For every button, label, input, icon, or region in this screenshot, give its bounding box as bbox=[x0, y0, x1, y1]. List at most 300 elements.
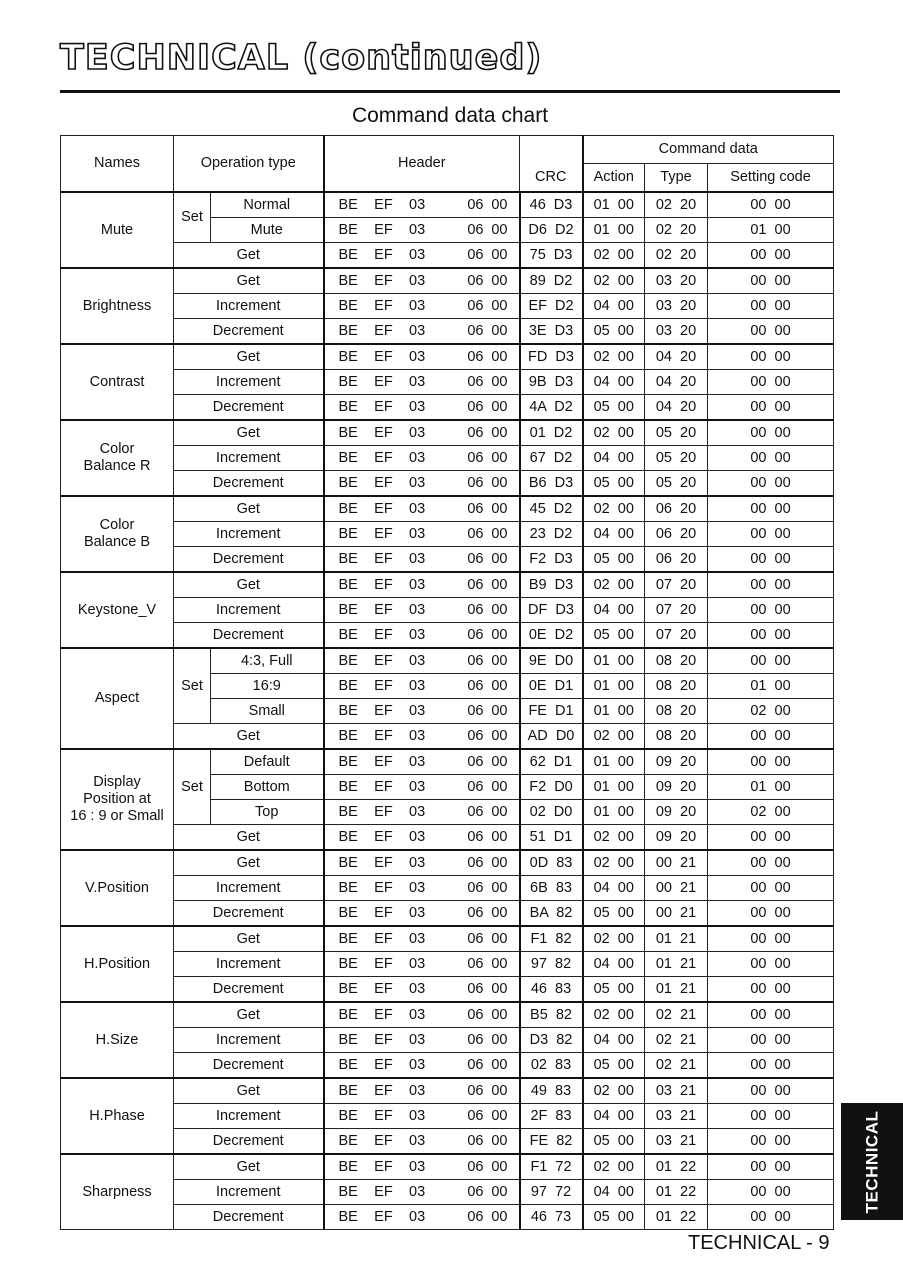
header-byte-2: EF bbox=[374, 879, 393, 896]
header-byte-2: EF bbox=[374, 727, 393, 744]
header-byte-3: 03 bbox=[409, 727, 426, 744]
operation-cell: Decrement bbox=[174, 319, 324, 345]
header-byte-4: 06 bbox=[467, 221, 484, 238]
action-cell: 02 00 bbox=[583, 572, 645, 598]
header-byte-5: 00 bbox=[491, 221, 508, 238]
col-header-crc: CRC bbox=[520, 164, 583, 193]
header-byte-2: EF bbox=[374, 322, 393, 339]
col-header-crc-spacer bbox=[520, 136, 583, 164]
header-byte-5: 00 bbox=[491, 677, 508, 694]
action-cell: 01 00 bbox=[583, 192, 645, 218]
table-row bbox=[61, 395, 834, 421]
header-byte-1: BE bbox=[338, 955, 358, 972]
header-byte-5: 00 bbox=[491, 652, 508, 669]
header-byte-5: 00 bbox=[491, 550, 508, 567]
header-byte-1: BE bbox=[338, 626, 358, 643]
header-byte-3: 03 bbox=[409, 196, 426, 213]
action-cell: 04 00 bbox=[583, 446, 645, 471]
set-label: Set bbox=[174, 749, 211, 825]
header-byte-2: EF bbox=[374, 1183, 393, 1200]
col-header-names: Names bbox=[61, 136, 174, 193]
header-byte-4: 06 bbox=[467, 348, 484, 365]
setting-code-cell: 00 00 bbox=[708, 243, 834, 269]
header-cell bbox=[324, 699, 520, 724]
header-byte-1: BE bbox=[338, 449, 358, 466]
action-cell: 05 00 bbox=[583, 1129, 645, 1155]
header-byte-4: 06 bbox=[467, 576, 484, 593]
operation-cell: Decrement bbox=[174, 977, 324, 1003]
col-header-setting-code: Setting code bbox=[708, 164, 834, 193]
header-byte-3: 03 bbox=[409, 348, 426, 365]
operation-cell: 16:9 bbox=[211, 674, 324, 699]
header-byte-2: EF bbox=[374, 955, 393, 972]
crc-cell: 67 D2 bbox=[520, 446, 583, 471]
type-cell: 04 20 bbox=[645, 370, 708, 395]
action-cell: 04 00 bbox=[583, 370, 645, 395]
setting-code-cell: 02 00 bbox=[708, 699, 834, 724]
operation-cell: Top bbox=[211, 800, 324, 825]
type-cell: 09 20 bbox=[645, 749, 708, 775]
type-cell: 03 20 bbox=[645, 319, 708, 345]
header-byte-5: 00 bbox=[491, 1107, 508, 1124]
setting-code-cell: 00 00 bbox=[708, 850, 834, 876]
header-byte-1: BE bbox=[338, 1132, 358, 1149]
header-byte-1: BE bbox=[338, 854, 358, 871]
action-cell: 02 00 bbox=[583, 420, 645, 446]
header-cell bbox=[324, 598, 520, 623]
header-cell bbox=[324, 547, 520, 573]
header-byte-4: 06 bbox=[467, 980, 484, 997]
header-byte-5: 00 bbox=[491, 576, 508, 593]
table-row bbox=[61, 749, 834, 775]
header-byte-5: 00 bbox=[491, 348, 508, 365]
type-cell: 07 20 bbox=[645, 572, 708, 598]
row-name: H.Size bbox=[61, 1002, 174, 1078]
table-row bbox=[61, 1205, 834, 1230]
crc-cell: 97 72 bbox=[520, 1180, 583, 1205]
setting-code-cell: 00 00 bbox=[708, 1180, 834, 1205]
type-cell: 07 20 bbox=[645, 598, 708, 623]
side-tab-label: TECHNICAL bbox=[862, 1110, 881, 1213]
header-byte-2: EF bbox=[374, 272, 393, 289]
header-byte-2: EF bbox=[374, 550, 393, 567]
crc-cell: FE 82 bbox=[520, 1129, 583, 1155]
header-byte-5: 00 bbox=[491, 1056, 508, 1073]
table-row bbox=[61, 268, 834, 294]
action-cell: 02 00 bbox=[583, 850, 645, 876]
action-cell: 01 00 bbox=[583, 699, 645, 724]
table-row bbox=[61, 1180, 834, 1205]
header-byte-4: 06 bbox=[467, 652, 484, 669]
action-cell: 02 00 bbox=[583, 243, 645, 269]
header-byte-4: 06 bbox=[467, 1132, 484, 1149]
header-byte-5: 00 bbox=[491, 702, 508, 719]
header-byte-1: BE bbox=[338, 879, 358, 896]
type-cell: 02 20 bbox=[645, 192, 708, 218]
operation-cell: Get bbox=[174, 1002, 324, 1028]
header-byte-4: 06 bbox=[467, 702, 484, 719]
operation-cell: Increment bbox=[174, 1028, 324, 1053]
header-byte-5: 00 bbox=[491, 272, 508, 289]
action-cell: 05 00 bbox=[583, 395, 645, 421]
operation-cell: Decrement bbox=[174, 901, 324, 927]
operation-cell: Increment bbox=[174, 446, 324, 471]
header-byte-1: BE bbox=[338, 398, 358, 415]
header-byte-4: 06 bbox=[467, 727, 484, 744]
operation-cell: Increment bbox=[174, 522, 324, 547]
header-byte-1: BE bbox=[338, 348, 358, 365]
header-byte-3: 03 bbox=[409, 297, 426, 314]
type-cell: 04 20 bbox=[645, 344, 708, 370]
header-byte-1: BE bbox=[338, 525, 358, 542]
header-byte-4: 06 bbox=[467, 1107, 484, 1124]
header-byte-2: EF bbox=[374, 1056, 393, 1073]
setting-code-cell: 00 00 bbox=[708, 192, 834, 218]
header-byte-4: 06 bbox=[467, 297, 484, 314]
row-name: V.Position bbox=[61, 850, 174, 926]
header-byte-5: 00 bbox=[491, 980, 508, 997]
header-cell bbox=[324, 268, 520, 294]
operation-cell: Increment bbox=[174, 952, 324, 977]
type-cell: 01 21 bbox=[645, 926, 708, 952]
header-byte-5: 00 bbox=[491, 1132, 508, 1149]
header-byte-2: EF bbox=[374, 1208, 393, 1225]
header-byte-1: BE bbox=[338, 500, 358, 517]
operation-cell: Increment bbox=[174, 1104, 324, 1129]
row-name: Mute bbox=[61, 192, 174, 268]
header-byte-5: 00 bbox=[491, 753, 508, 770]
header-byte-3: 03 bbox=[409, 753, 426, 770]
header-cell bbox=[324, 370, 520, 395]
header-byte-3: 03 bbox=[409, 980, 426, 997]
header-byte-2: EF bbox=[374, 753, 393, 770]
type-cell: 09 20 bbox=[645, 825, 708, 851]
type-cell: 08 20 bbox=[645, 699, 708, 724]
header-byte-2: EF bbox=[374, 803, 393, 820]
crc-cell: 75 D3 bbox=[520, 243, 583, 269]
crc-cell: 97 82 bbox=[520, 952, 583, 977]
table-row bbox=[61, 1002, 834, 1028]
header-byte-2: EF bbox=[374, 196, 393, 213]
header-byte-2: EF bbox=[374, 601, 393, 618]
action-cell: 05 00 bbox=[583, 319, 645, 345]
table-row bbox=[61, 522, 834, 547]
table-row bbox=[61, 319, 834, 345]
setting-code-cell: 00 00 bbox=[708, 876, 834, 901]
row-name: Keystone_V bbox=[61, 572, 174, 648]
setting-code-cell: 00 00 bbox=[708, 370, 834, 395]
header-byte-5: 00 bbox=[491, 297, 508, 314]
header-cell bbox=[324, 192, 520, 218]
header-byte-1: BE bbox=[338, 221, 358, 238]
header-byte-5: 00 bbox=[491, 246, 508, 263]
table-row bbox=[61, 547, 834, 573]
header-byte-5: 00 bbox=[491, 601, 508, 618]
crc-cell: F1 82 bbox=[520, 926, 583, 952]
header-byte-2: EF bbox=[374, 525, 393, 542]
type-cell: 03 20 bbox=[645, 268, 708, 294]
row-name: Color Balance B bbox=[61, 496, 174, 572]
header-byte-2: EF bbox=[374, 778, 393, 795]
header-byte-5: 00 bbox=[491, 803, 508, 820]
setting-code-cell: 00 00 bbox=[708, 268, 834, 294]
setting-code-cell: 00 00 bbox=[708, 446, 834, 471]
table-row bbox=[61, 446, 834, 471]
type-cell: 01 21 bbox=[645, 977, 708, 1003]
header-byte-1: BE bbox=[338, 652, 358, 669]
header-byte-5: 00 bbox=[491, 626, 508, 643]
operation-cell: Small bbox=[211, 699, 324, 724]
type-cell: 03 21 bbox=[645, 1078, 708, 1104]
type-cell: 08 20 bbox=[645, 648, 708, 674]
row-name: Display Position at 16 : 9 or Small bbox=[61, 749, 174, 850]
header-byte-2: EF bbox=[374, 449, 393, 466]
setting-code-cell: 00 00 bbox=[708, 1129, 834, 1155]
setting-code-cell: 00 00 bbox=[708, 1154, 834, 1180]
operation-cell: Increment bbox=[174, 598, 324, 623]
setting-code-cell: 00 00 bbox=[708, 977, 834, 1003]
setting-code-cell: 00 00 bbox=[708, 749, 834, 775]
header-byte-1: BE bbox=[338, 601, 358, 618]
header-byte-1: BE bbox=[338, 727, 358, 744]
header-byte-2: EF bbox=[374, 702, 393, 719]
header-byte-2: EF bbox=[374, 1082, 393, 1099]
header-cell bbox=[324, 446, 520, 471]
header-byte-5: 00 bbox=[491, 1082, 508, 1099]
crc-cell: AD D0 bbox=[520, 724, 583, 750]
header-byte-4: 06 bbox=[467, 373, 484, 390]
header-cell bbox=[324, 1154, 520, 1180]
crc-cell: F2 D3 bbox=[520, 547, 583, 573]
header-byte-4: 06 bbox=[467, 398, 484, 415]
header-byte-1: BE bbox=[338, 677, 358, 694]
crc-cell: 0D 83 bbox=[520, 850, 583, 876]
crc-cell: 02 D0 bbox=[520, 800, 583, 825]
type-cell: 05 20 bbox=[645, 446, 708, 471]
type-cell: 06 20 bbox=[645, 496, 708, 522]
header-byte-3: 03 bbox=[409, 955, 426, 972]
table-row bbox=[61, 572, 834, 598]
type-cell: 03 20 bbox=[645, 294, 708, 319]
row-name: Brightness bbox=[61, 268, 174, 344]
header-byte-3: 03 bbox=[409, 322, 426, 339]
type-cell: 01 22 bbox=[645, 1180, 708, 1205]
header-byte-4: 06 bbox=[467, 930, 484, 947]
crc-cell: 02 83 bbox=[520, 1053, 583, 1079]
setting-code-cell: 00 00 bbox=[708, 547, 834, 573]
operation-cell: Decrement bbox=[174, 1053, 324, 1079]
action-cell: 02 00 bbox=[583, 825, 645, 851]
header-byte-3: 03 bbox=[409, 525, 426, 542]
type-cell: 09 20 bbox=[645, 775, 708, 800]
header-byte-1: BE bbox=[338, 1006, 358, 1023]
header-byte-5: 00 bbox=[491, 500, 508, 517]
setting-code-cell: 00 00 bbox=[708, 471, 834, 497]
table-row bbox=[61, 724, 834, 750]
header-byte-1: BE bbox=[338, 753, 358, 770]
setting-code-cell: 00 00 bbox=[708, 420, 834, 446]
setting-code-cell: 01 00 bbox=[708, 218, 834, 243]
action-cell: 01 00 bbox=[583, 749, 645, 775]
crc-cell: EF D2 bbox=[520, 294, 583, 319]
table-row bbox=[61, 623, 834, 649]
header-byte-2: EF bbox=[374, 904, 393, 921]
header-byte-1: BE bbox=[338, 576, 358, 593]
setting-code-cell: 00 00 bbox=[708, 319, 834, 345]
command-data-table bbox=[60, 135, 834, 1230]
setting-code-cell: 00 00 bbox=[708, 724, 834, 750]
table-row bbox=[61, 926, 834, 952]
table-row bbox=[61, 1078, 834, 1104]
action-cell: 01 00 bbox=[583, 218, 645, 243]
operation-cell: Decrement bbox=[174, 471, 324, 497]
header-byte-2: EF bbox=[374, 930, 393, 947]
header-cell bbox=[324, 674, 520, 699]
header-byte-4: 06 bbox=[467, 677, 484, 694]
col-header-header: Header bbox=[324, 136, 520, 193]
header-byte-4: 06 bbox=[467, 1031, 484, 1048]
header-byte-2: EF bbox=[374, 677, 393, 694]
crc-cell: 9B D3 bbox=[520, 370, 583, 395]
header-byte-5: 00 bbox=[491, 1158, 508, 1175]
setting-code-cell: 00 00 bbox=[708, 926, 834, 952]
header-cell bbox=[324, 977, 520, 1003]
crc-cell: FE D1 bbox=[520, 699, 583, 724]
crc-cell: 9E D0 bbox=[520, 648, 583, 674]
operation-cell: Increment bbox=[174, 876, 324, 901]
header-byte-4: 06 bbox=[467, 626, 484, 643]
table-row bbox=[61, 977, 834, 1003]
header-byte-3: 03 bbox=[409, 854, 426, 871]
header-byte-3: 03 bbox=[409, 500, 426, 517]
type-cell: 03 21 bbox=[645, 1129, 708, 1155]
action-cell: 01 00 bbox=[583, 775, 645, 800]
header-byte-5: 00 bbox=[491, 1006, 508, 1023]
header-cell bbox=[324, 218, 520, 243]
table-row bbox=[61, 420, 834, 446]
crc-cell: 6B 83 bbox=[520, 876, 583, 901]
table-row bbox=[61, 901, 834, 927]
operation-cell: Get bbox=[174, 243, 324, 269]
action-cell: 01 00 bbox=[583, 800, 645, 825]
header-byte-1: BE bbox=[338, 196, 358, 213]
header-byte-4: 06 bbox=[467, 272, 484, 289]
header-byte-2: EF bbox=[374, 1107, 393, 1124]
header-byte-3: 03 bbox=[409, 677, 426, 694]
header-byte-2: EF bbox=[374, 424, 393, 441]
type-cell: 03 21 bbox=[645, 1104, 708, 1129]
action-cell: 05 00 bbox=[583, 471, 645, 497]
setting-code-cell: 00 00 bbox=[708, 648, 834, 674]
crc-cell: B6 D3 bbox=[520, 471, 583, 497]
operation-cell: Decrement bbox=[174, 1129, 324, 1155]
setting-code-cell: 00 00 bbox=[708, 598, 834, 623]
action-cell: 02 00 bbox=[583, 344, 645, 370]
crc-cell: B9 D3 bbox=[520, 572, 583, 598]
action-cell: 04 00 bbox=[583, 952, 645, 977]
crc-cell: D6 D2 bbox=[520, 218, 583, 243]
setting-code-cell: 00 00 bbox=[708, 522, 834, 547]
header-byte-5: 00 bbox=[491, 1208, 508, 1225]
header-byte-1: BE bbox=[338, 778, 358, 795]
operation-cell: Get bbox=[174, 724, 324, 750]
crc-cell: BA 82 bbox=[520, 901, 583, 927]
header-byte-3: 03 bbox=[409, 778, 426, 795]
header-byte-5: 00 bbox=[491, 955, 508, 972]
action-cell: 04 00 bbox=[583, 294, 645, 319]
type-cell: 07 20 bbox=[645, 623, 708, 649]
header-byte-3: 03 bbox=[409, 702, 426, 719]
header-byte-4: 06 bbox=[467, 322, 484, 339]
crc-cell: 3E D3 bbox=[520, 319, 583, 345]
setting-code-cell: 00 00 bbox=[708, 901, 834, 927]
header-byte-4: 06 bbox=[467, 904, 484, 921]
header-byte-4: 06 bbox=[467, 449, 484, 466]
setting-code-cell: 00 00 bbox=[708, 1053, 834, 1079]
type-cell: 02 21 bbox=[645, 1053, 708, 1079]
table-row bbox=[61, 344, 834, 370]
header-byte-1: BE bbox=[338, 474, 358, 491]
table-row bbox=[61, 471, 834, 497]
action-cell: 04 00 bbox=[583, 1180, 645, 1205]
setting-code-cell: 00 00 bbox=[708, 1104, 834, 1129]
header-cell bbox=[324, 471, 520, 497]
operation-cell: Increment bbox=[174, 370, 324, 395]
row-name: H.Position bbox=[61, 926, 174, 1002]
header-byte-3: 03 bbox=[409, 373, 426, 390]
row-name: H.Phase bbox=[61, 1078, 174, 1154]
header-byte-1: BE bbox=[338, 1082, 358, 1099]
action-cell: 02 00 bbox=[583, 496, 645, 522]
type-cell: 00 21 bbox=[645, 901, 708, 927]
header-byte-3: 03 bbox=[409, 449, 426, 466]
header-cell bbox=[324, 901, 520, 927]
crc-cell: B5 82 bbox=[520, 1002, 583, 1028]
setting-code-cell: 01 00 bbox=[708, 775, 834, 800]
table-row bbox=[61, 243, 834, 269]
table-row bbox=[61, 1129, 834, 1155]
crc-cell: 2F 83 bbox=[520, 1104, 583, 1129]
header-byte-5: 00 bbox=[491, 930, 508, 947]
header-byte-4: 06 bbox=[467, 1082, 484, 1099]
side-tab bbox=[841, 1103, 903, 1220]
crc-cell: 0E D2 bbox=[520, 623, 583, 649]
operation-cell: 4:3, Full bbox=[211, 648, 324, 674]
crc-cell: 4A D2 bbox=[520, 395, 583, 421]
type-cell: 00 21 bbox=[645, 850, 708, 876]
header-byte-3: 03 bbox=[409, 879, 426, 896]
operation-cell: Decrement bbox=[174, 1205, 324, 1230]
header-byte-3: 03 bbox=[409, 1132, 426, 1149]
crc-cell: 89 D2 bbox=[520, 268, 583, 294]
header-byte-3: 03 bbox=[409, 1006, 426, 1023]
header-byte-5: 00 bbox=[491, 398, 508, 415]
header-byte-4: 06 bbox=[467, 955, 484, 972]
table-row bbox=[61, 294, 834, 319]
header-byte-4: 06 bbox=[467, 1158, 484, 1175]
operation-cell: Decrement bbox=[174, 395, 324, 421]
header-cell bbox=[324, 319, 520, 345]
header-byte-5: 00 bbox=[491, 778, 508, 795]
header-byte-3: 03 bbox=[409, 398, 426, 415]
header-byte-3: 03 bbox=[409, 652, 426, 669]
header-byte-1: BE bbox=[338, 1056, 358, 1073]
action-cell: 05 00 bbox=[583, 623, 645, 649]
action-cell: 02 00 bbox=[583, 268, 645, 294]
header-byte-1: BE bbox=[338, 930, 358, 947]
setting-code-cell: 00 00 bbox=[708, 1028, 834, 1053]
header-byte-3: 03 bbox=[409, 601, 426, 618]
